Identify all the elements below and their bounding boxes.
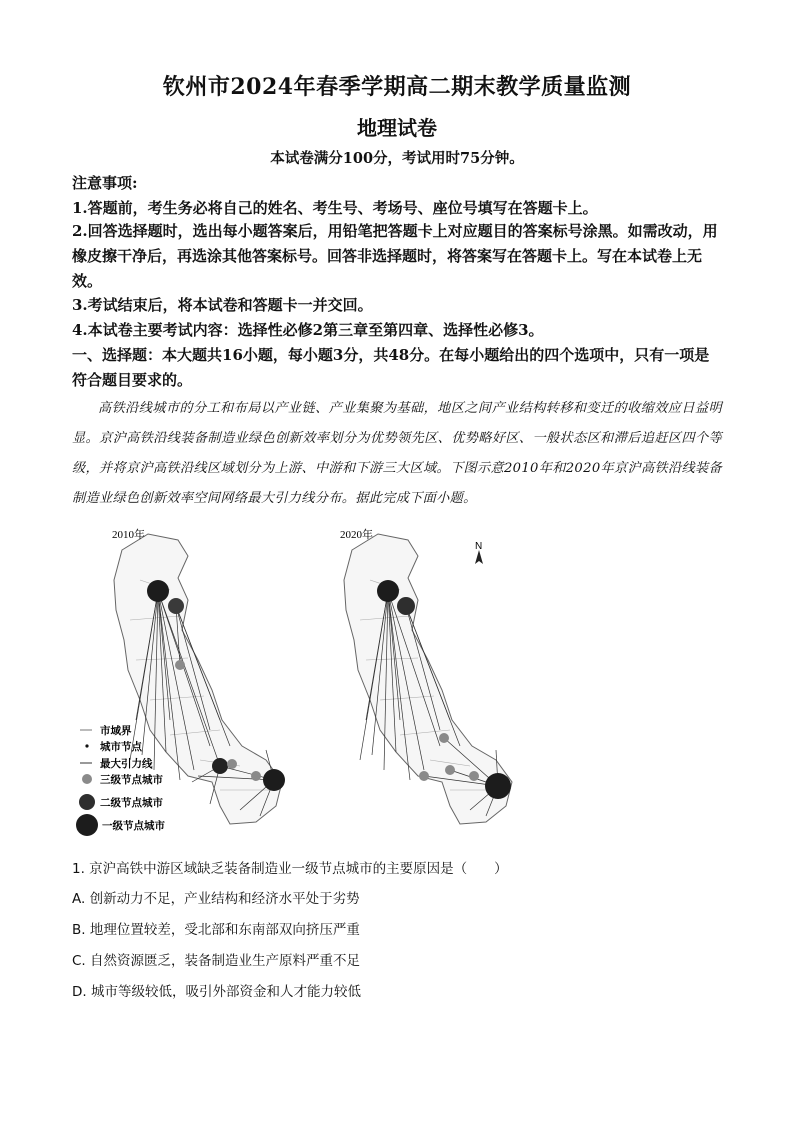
north-arrow-icon xyxy=(475,541,483,564)
legend-item-6: 一级节点城市 xyxy=(102,820,165,832)
question-stem: 1. 京沪高铁中游区域缺乏装备制造业一级节点城市的主要原因是（ ） xyxy=(72,861,508,877)
option-b[interactable]: B. 地理位置较差，受北部和东南部双向挤压严重 xyxy=(72,922,360,938)
page-title: 钦州市2024年春季学期高二期末教学质量监测 xyxy=(162,74,632,100)
exam-subject: 地理试卷 xyxy=(357,116,437,140)
notes-heading: 注意事项: xyxy=(72,174,138,192)
notes-item-3: 3.考试结束后，将本试卷和答题卡一并交回。 xyxy=(72,296,373,314)
notes-item-4: 4.本试卷主要考试内容：选择性必修2第三章至第四章、选择性必修3。 xyxy=(72,321,544,339)
legend-item-4: 三级节点城市 xyxy=(100,774,163,786)
legend xyxy=(76,724,165,836)
notes-item-1: 1.答题前，考生务必将自己的姓名、考生号、考场号、座位号填写在答题卡上。 xyxy=(72,199,598,217)
legend-item-2: 城市节点 xyxy=(100,741,142,753)
option-c[interactable]: C. 自然资源匮乏，装备制造业生产原料严重不足 xyxy=(72,953,361,969)
north-label: N xyxy=(475,541,483,552)
option-a[interactable]: A. 创新动力不足，产业结构和经济水平处于劣势 xyxy=(72,891,360,907)
legend-item-3: 最大引力线 xyxy=(100,758,153,770)
legend-item-5: 二级节点城市 xyxy=(100,797,163,809)
map-2020-label: 2020年 xyxy=(340,529,373,541)
figure-maps xyxy=(70,520,530,850)
section-heading: 一、选择题：本大题共16小题，每小题3分，共48分。在每小题给出的四个选项中，只有一项是符合题目要求的。 xyxy=(72,346,710,389)
passage: 高铁沿线城市的分工和布局以产业链、产业集聚为基础，地区之间产业结构转移和变迁的收缩效应日益明显。京沪高铁沿线装备制造业绿色创新效率划分为优势领先区、优势略好区、一般状态区和滞后追赶区四个等级，并将京沪高铁沿线区域划分为上游、中游和下游三大区域。下图示意2010年和2020年京沪高铁沿线装备制造业绿色创新效率空间网络最大引力线分布。据此完成下面小题。 xyxy=(72,401,722,506)
map-2010-label: 2010年 xyxy=(112,529,145,541)
option-d[interactable]: D. 城市等级较低，吸引外部资金和人才能力较低 xyxy=(72,984,361,1000)
map-2020 xyxy=(340,527,512,824)
legend-item-1: 市域界 xyxy=(100,725,132,737)
exam-meta: 本试卷满分100分，考试用时75分钟。 xyxy=(270,150,524,167)
notes-item-2: 2.回答选择题时，选出每小题答案后，用铅笔把答题卡上对应题目的答案标号涂黑。如需改动，用橡皮擦干净后，再选涂其他答案标号。回答非选择题时，将答案写在答题卡上。写在本试卷上无效。 xyxy=(72,222,718,290)
